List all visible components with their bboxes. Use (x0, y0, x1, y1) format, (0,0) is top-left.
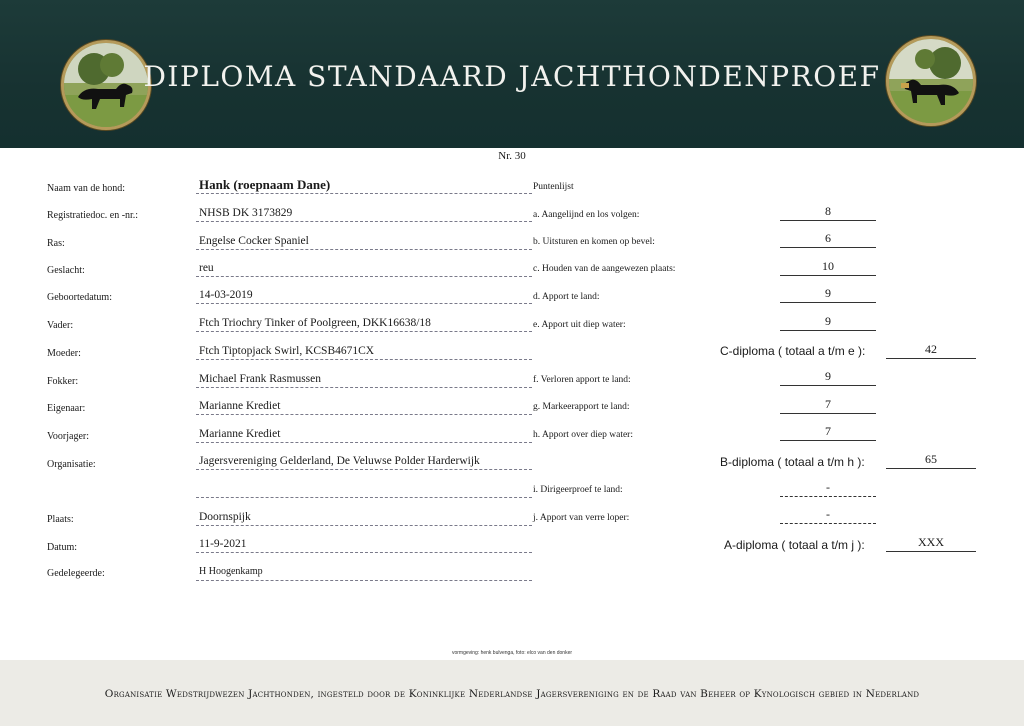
footer-organisation-text: Organisatie Wedstrijdwezen Jachthonden, ingesteld door de Koninklijke Nederlandse Jagersvereniging en de Raad van Beheer op Kynologisch gebied in Nederland (104, 688, 920, 700)
field-label: Geslacht: (47, 265, 85, 276)
points-item-label: i. Dirigeerproef te land: (533, 485, 623, 495)
points-item-score: - (780, 507, 876, 524)
points-item-label: g. Markeerapport te land: (533, 402, 630, 412)
field-value: NHSB DK 3173829 (196, 206, 532, 222)
points-item-score: 7 (780, 397, 876, 414)
points-list-title: Puntenlijst (533, 182, 574, 192)
field-value: Michael Frank Rasmussen (196, 372, 532, 388)
points-item-label: b. Uitsturen en komen op bevel: (533, 237, 655, 247)
certificate-number: Nr. 30 (498, 150, 526, 162)
points-item-score: 7 (780, 424, 876, 441)
diploma-title: DIPLOMA STANDAARD JACHTHONDENPROEF (143, 60, 881, 93)
field-label: Eigenaar: (47, 403, 86, 414)
field-value: Doornspijk (196, 510, 532, 526)
field-label: Moeder: (47, 348, 81, 359)
points-item-score: 9 (780, 369, 876, 386)
field-label: Voorjager: (47, 431, 90, 442)
points-item-score: 10 (780, 259, 876, 276)
field-value: Engelse Cocker Spaniel (196, 234, 532, 250)
points-item-label: h. Apport over diep water: (533, 430, 633, 440)
dog-logo-icon (886, 36, 976, 126)
field-value: Hank (roepnaam Dane) (196, 178, 532, 194)
c-diploma-total: 42 (886, 342, 976, 359)
design-credit: vormgeving: henk bulvenga, foto: elco van den donker (451, 650, 573, 656)
points-item-label: a. Aangelijnd en los volgen: (533, 210, 640, 220)
field-label: Datum: (47, 542, 77, 553)
field-value: Marianne Krediet (196, 427, 532, 443)
points-item-label: f. Verloren apport te land: (533, 375, 631, 385)
points-item-score: - (780, 480, 876, 497)
a-diploma-label: A-diploma ( totaal a t/m j ): (724, 538, 865, 552)
field-value: 14-03-2019 (196, 288, 532, 304)
b-diploma-total: 65 (886, 452, 976, 469)
field-value: Ftch Triochry Tinker of Poolgreen, DKK16638/18 (196, 316, 532, 332)
points-item-score: 9 (780, 314, 876, 331)
field-label: Gedelegeerde: (47, 568, 105, 579)
c-diploma-label: C-diploma ( totaal a t/m e ): (720, 344, 866, 358)
field-value: Ftch Tiptopjack Swirl, KCSB4671CX (196, 344, 532, 360)
field-label: Fokker: (47, 376, 79, 387)
diploma-footer (0, 660, 1024, 726)
field-label: Ras: (47, 238, 65, 249)
field-value: H Hoogenkamp (196, 565, 532, 581)
points-item-score: 8 (780, 204, 876, 221)
points-item-score: 9 (780, 286, 876, 303)
field-value: 11-9-2021 (196, 537, 532, 553)
points-item-score: 6 (780, 231, 876, 248)
field-label: Plaats: (47, 514, 74, 525)
b-diploma-label: B-diploma ( totaal a t/m h ): (720, 455, 865, 469)
field-label: Vader: (47, 320, 74, 331)
field-value: Jagersvereniging Gelderland, De Veluwse Polder Harderwijk (196, 454, 532, 470)
field-label: Registratiedoc. en -nr.: (47, 210, 139, 221)
field-value (196, 482, 532, 498)
field-label: Naam van de hond: (47, 183, 126, 194)
points-item-label: d. Apport te land: (533, 292, 600, 302)
points-item-label: j. Apport van verre loper: (533, 513, 630, 523)
a-diploma-total: XXX (886, 535, 976, 552)
field-label: Organisatie: (47, 459, 96, 470)
points-item-label: e. Apport uit diep water: (533, 320, 626, 330)
field-value: Marianne Krediet (196, 399, 532, 415)
diploma-header (0, 0, 1024, 148)
points-item-label: c. Houden van de aangewezen plaats: (533, 264, 676, 274)
field-label: Geboortedatum: (47, 292, 112, 303)
field-value: reu (196, 261, 532, 277)
